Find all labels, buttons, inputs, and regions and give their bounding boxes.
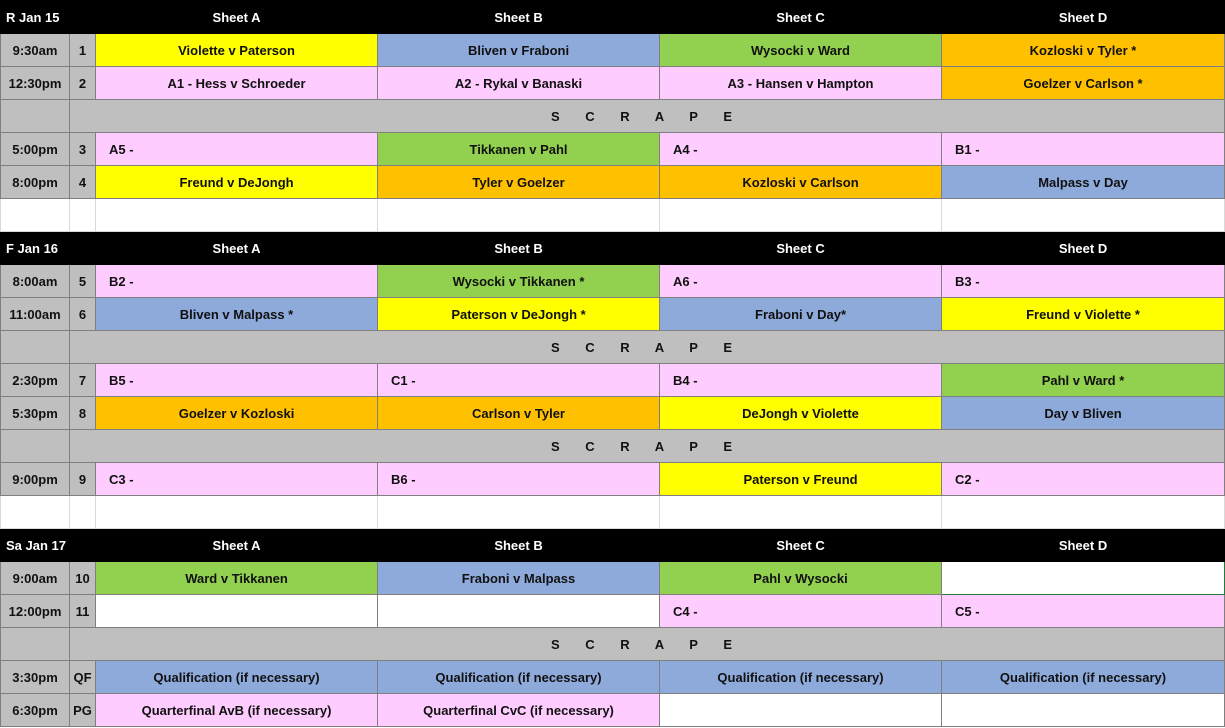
game-cell[interactable]: A1 - Hess v Schroeder [96,67,378,100]
spacer-cell [660,199,942,232]
game-cell[interactable]: Malpass v Day [942,166,1225,199]
draw-time: 12:00pm [1,595,70,628]
draw-number: 2 [70,67,96,100]
scrape-spacer [1,331,70,364]
draw-number: 10 [70,562,96,595]
game-cell[interactable]: Bliven v Fraboni [378,34,660,67]
sheet-header: Sheet B [378,529,660,562]
spacer-cell [96,199,378,232]
game-cell[interactable]: Goelzer v Carlson * [942,67,1225,100]
draw-row [1,34,1225,67]
draw-number: QF [70,661,96,694]
spacer-row [1,496,1225,529]
spacer-cell [378,199,660,232]
draw-row [1,562,1225,595]
game-cell[interactable]: Qualification (if necessary) [942,661,1225,694]
draw-time: 5:30pm [1,397,70,430]
game-cell[interactable]: Qualification (if necessary) [378,661,660,694]
spacer-cell [942,199,1225,232]
game-cell[interactable]: Quarterfinal CvC (if necessary) [378,694,660,727]
game-cell[interactable]: Kozloski v Tyler * [942,34,1225,67]
sheet-header: Sheet C [660,1,942,34]
game-cell[interactable]: A6 - [660,265,942,298]
draw-row [1,364,1225,397]
draw-row [1,595,1225,628]
draw-row [1,463,1225,496]
sheet-header: Sheet C [660,232,942,265]
game-cell[interactable]: Tikkanen v Pahl [378,133,660,166]
game-cell[interactable]: Freund v DeJongh [96,166,378,199]
game-cell[interactable] [660,694,942,727]
game-cell[interactable] [96,595,378,628]
game-cell[interactable]: A5 - [96,133,378,166]
game-cell[interactable]: B1 - [942,133,1225,166]
draw-number: 4 [70,166,96,199]
spacer-cell [70,199,96,232]
game-cell[interactable]: Quarterfinal AvB (if necessary) [96,694,378,727]
day-header [1,529,1225,562]
game-cell[interactable]: B4 - [660,364,942,397]
draw-time: 6:30pm [1,694,70,727]
spacer-cell [660,496,942,529]
game-cell[interactable]: Kozloski v Carlson [660,166,942,199]
draw-number: 7 [70,364,96,397]
game-cell[interactable]: Fraboni v Malpass [378,562,660,595]
game-cell[interactable]: DeJongh v Violette [660,397,942,430]
game-cell[interactable]: A4 - [660,133,942,166]
draw-row [1,397,1225,430]
draw-time: 9:00pm [1,463,70,496]
game-cell[interactable]: A3 - Hansen v Hampton [660,67,942,100]
draw-time: 5:00pm [1,133,70,166]
scrape-label: S C R A P E [70,331,1225,364]
spacer-cell [70,496,96,529]
draw-row [1,166,1225,199]
spacer-cell [378,496,660,529]
draw-time: 8:00am [1,265,70,298]
game-cell[interactable]: Wysocki v Tikkanen * [378,265,660,298]
scrape-row [1,628,1225,661]
draw-row [1,661,1225,694]
scrape-label: S C R A P E [70,100,1225,133]
game-cell[interactable]: Freund v Violette * [942,298,1225,331]
sheet-header: Sheet D [942,529,1225,562]
scrape-label: S C R A P E [70,430,1225,463]
game-cell[interactable] [942,694,1225,727]
draw-time: 11:00am [1,298,70,331]
sheet-header: Sheet A [96,232,378,265]
game-cell[interactable]: A2 - Rykal v Banaski [378,67,660,100]
draw-number: 6 [70,298,96,331]
scrape-row [1,331,1225,364]
scrape-spacer [1,628,70,661]
day-label: Sa Jan 17 [1,529,96,562]
spacer-cell [96,496,378,529]
scrape-row [1,100,1225,133]
spacer-row [1,199,1225,232]
sheet-header: Sheet B [378,1,660,34]
game-cell[interactable]: C3 - [96,463,378,496]
game-cell[interactable]: Paterson v Freund [660,463,942,496]
game-cell[interactable] [942,562,1225,595]
game-cell[interactable]: C2 - [942,463,1225,496]
game-cell[interactable]: Bliven v Malpass * [96,298,378,331]
game-cell[interactable]: Pahl v Wysocki [660,562,942,595]
day-header [1,232,1225,265]
game-cell[interactable]: Tyler v Goelzer [378,166,660,199]
game-cell[interactable] [378,595,660,628]
draw-number: 11 [70,595,96,628]
draw-row [1,67,1225,100]
sheet-header: Sheet A [96,529,378,562]
draw-number: PG [70,694,96,727]
sheet-header: Sheet D [942,232,1225,265]
draw-time: 8:00pm [1,166,70,199]
sheet-header: Sheet A [96,1,378,34]
draw-number: 5 [70,265,96,298]
draw-number: 1 [70,34,96,67]
game-cell[interactable]: Wysocki v Ward [660,34,942,67]
draw-time: 9:00am [1,562,70,595]
draw-time: 3:30pm [1,661,70,694]
spacer-cell [1,496,70,529]
game-cell[interactable]: Qualification (if necessary) [660,661,942,694]
game-cell[interactable]: Paterson v DeJongh * [378,298,660,331]
draw-row [1,694,1225,727]
scrape-label: S C R A P E [70,628,1225,661]
draw-row [1,265,1225,298]
draw-number: 9 [70,463,96,496]
day-label: R Jan 15 [1,1,96,34]
draw-row [1,133,1225,166]
draw-time: 9:30am [1,34,70,67]
game-cell[interactable]: Qualification (if necessary) [96,661,378,694]
day-header [1,1,1225,34]
game-cell[interactable]: C5 - [942,595,1225,628]
game-cell[interactable]: B5 - [96,364,378,397]
game-cell[interactable]: B6 - [378,463,660,496]
game-cell[interactable]: Fraboni v Day* [660,298,942,331]
game-cell[interactable]: B2 - [96,265,378,298]
game-cell[interactable]: Goelzer v Kozloski [96,397,378,430]
day-label: F Jan 16 [1,232,96,265]
draw-row [1,298,1225,331]
game-cell[interactable]: Violette v Paterson [96,34,378,67]
scrape-row [1,430,1225,463]
spacer-cell [942,496,1225,529]
scrape-spacer [1,100,70,133]
game-cell[interactable]: C4 - [660,595,942,628]
draw-number: 8 [70,397,96,430]
scrape-spacer [1,430,70,463]
sheet-header: Sheet B [378,232,660,265]
game-cell[interactable]: B3 - [942,265,1225,298]
draw-time: 2:30pm [1,364,70,397]
draw-number: 3 [70,133,96,166]
draw-time: 12:30pm [1,67,70,100]
game-cell[interactable]: C1 - [378,364,660,397]
sheet-header: Sheet D [942,1,1225,34]
game-cell[interactable]: Day v Bliven [942,397,1225,430]
spacer-cell [1,199,70,232]
game-cell[interactable]: Carlson v Tyler [378,397,660,430]
game-cell[interactable]: Ward v Tikkanen [96,562,378,595]
sheet-header: Sheet C [660,529,942,562]
game-cell[interactable]: Pahl v Ward * [942,364,1225,397]
